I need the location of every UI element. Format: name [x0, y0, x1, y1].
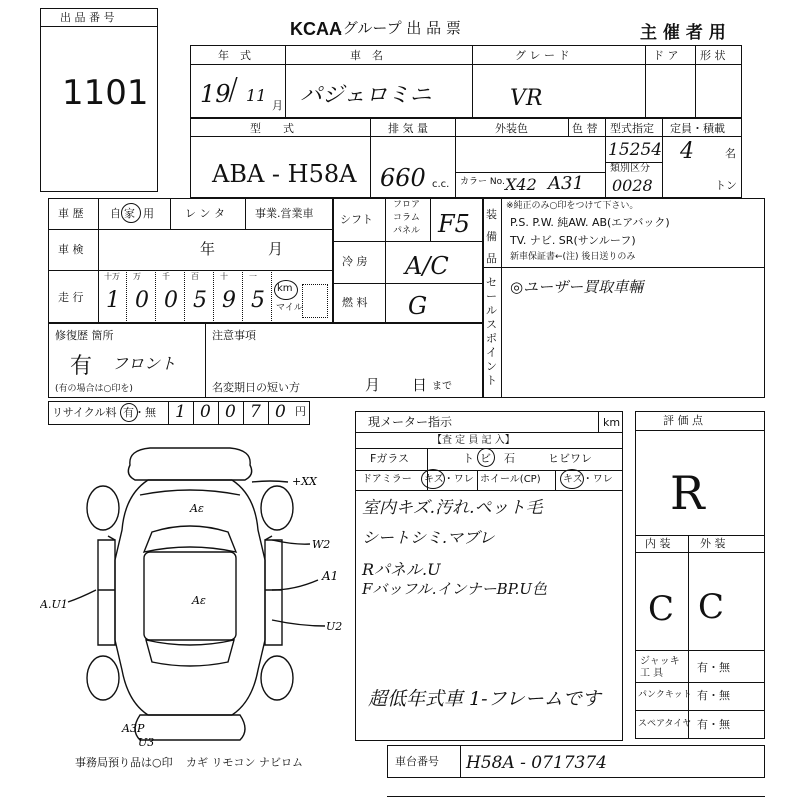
- row1-sep3: [645, 45, 646, 118]
- recycle-digit: 7: [250, 402, 261, 422]
- mark-hood: Aε: [190, 502, 204, 515]
- name-label: 車 名: [350, 49, 383, 62]
- capacity-value: 4: [680, 139, 694, 164]
- grade-value: VR: [510, 86, 543, 111]
- aircon-line: [333, 283, 483, 284]
- grade-label: グ レ ー ド: [515, 49, 570, 62]
- color-number: A31: [548, 173, 584, 194]
- inspection-month: 月: [268, 240, 284, 258]
- mark-top-right: +XX: [292, 475, 317, 488]
- car-name: パジェロミニ: [300, 83, 432, 108]
- mark-right-rear: U2: [326, 620, 343, 633]
- equipment-label-sep: [501, 198, 502, 398]
- mark-right-front: W2: [312, 538, 331, 551]
- fglass-ishi: 石: [504, 452, 515, 465]
- capacity-label: 定員・積載: [670, 122, 725, 135]
- color-no-label: カラー No.: [460, 177, 505, 187]
- puncture-yes-no: 有・無: [697, 689, 730, 702]
- type-spec-label: 型式指定: [610, 122, 654, 135]
- leader-right-rear: [272, 620, 325, 626]
- equipment-line1: P.S. P.W. 純AW. AB(エアバック): [510, 216, 670, 229]
- spare-label: スペアタイヤ: [638, 719, 692, 729]
- mileage-digit: 0: [164, 288, 178, 313]
- interior-value: C: [648, 589, 675, 629]
- year-slash: /: [228, 72, 239, 107]
- brand-logo: KCAA: [290, 19, 342, 39]
- row1-sep1: [285, 45, 286, 118]
- row2-sep1: [370, 118, 371, 198]
- shift-col-sep: [385, 198, 386, 323]
- category-label: 類別区分: [610, 163, 650, 174]
- wheel-label: ホイール(CP): [480, 474, 541, 485]
- name-change-month: 月: [365, 376, 381, 394]
- ton-unit: トン: [715, 179, 737, 192]
- row2-sep2: [455, 118, 456, 198]
- note-line-5: 超低年式車 1-フレームです: [368, 688, 601, 710]
- left-side-panel: [98, 540, 115, 645]
- exterior-value: C: [698, 587, 725, 627]
- year-value: 19: [200, 80, 231, 108]
- type-spec-value: 15254: [608, 140, 663, 160]
- score-header-line: [635, 430, 765, 431]
- windshield: [144, 526, 236, 552]
- fglass-sep: [427, 448, 428, 470]
- recycle-digit: 0: [225, 402, 236, 422]
- shift-option-sep: [430, 198, 431, 241]
- recycle-yes-no: 有・無: [123, 406, 156, 419]
- lot-label: 出 品 番 号: [60, 11, 115, 24]
- lot-number: 1101: [62, 73, 149, 113]
- recycle-digit: 0: [200, 402, 211, 422]
- leader-right: [272, 580, 318, 590]
- meter-label: 現メーター指示: [368, 415, 453, 429]
- mileage-unit-label: 十万: [104, 272, 120, 281]
- fuel-value: G: [408, 292, 428, 320]
- mileage-digit: 0: [135, 288, 149, 313]
- color-code: X42: [505, 175, 537, 194]
- history-label: 車 歴: [58, 207, 84, 220]
- repair-label: 修復歴 箇所: [55, 329, 114, 342]
- name-change-label: 名変期日の短い方: [212, 381, 300, 394]
- name-change-until: まで: [432, 381, 452, 392]
- chassis-sep: [460, 745, 461, 778]
- category-value: 0028: [612, 176, 653, 195]
- meter-line3: [355, 470, 623, 471]
- notes-label: 注意事項: [212, 329, 256, 342]
- mileage-digit: 1: [106, 288, 120, 313]
- wheel-sep: [477, 470, 478, 490]
- shift-label: シフト: [340, 213, 373, 226]
- jack-label: ジャッキ 工 具: [640, 656, 680, 679]
- mileage-unit-label: 十: [220, 272, 228, 281]
- mileage-digit: 5: [193, 288, 207, 313]
- row1-sep4: [695, 45, 696, 118]
- row2-sep4: [605, 118, 606, 198]
- interior-label: 内 装: [645, 537, 671, 550]
- note-line-1: 室内キズ.汚れ.ペット毛: [362, 498, 543, 518]
- mark-left: A.U1: [40, 598, 68, 611]
- exterior-label: 外 装: [700, 537, 726, 550]
- meter-unit: km: [603, 416, 621, 429]
- row1-sep2: [472, 45, 473, 118]
- bottom-cut-line: [387, 796, 765, 797]
- exterior-label: 外装色: [495, 122, 528, 135]
- fuel-label: 燃 料: [342, 296, 368, 309]
- aircon-value: A/C: [405, 252, 449, 280]
- wheel-front-right: [261, 486, 293, 530]
- mark-rear: U3: [138, 736, 155, 749]
- shift-column: コラム: [393, 213, 420, 223]
- recycle-digit-sep: [268, 401, 269, 425]
- note-line-3: Rパネル.U: [362, 560, 441, 579]
- row2-sep3: [568, 118, 569, 136]
- recycle-label: リサイクル料: [52, 406, 117, 419]
- puncture-label: パンクキット: [638, 690, 692, 700]
- mileage-unit-label: 百: [191, 272, 199, 281]
- note-line-2: シートシミ.マブレ: [362, 528, 495, 547]
- fglass-tobi: ト: [463, 452, 474, 465]
- mile-box: [302, 284, 328, 318]
- rear-window: [146, 640, 234, 666]
- inspection-year: 年: [200, 240, 216, 258]
- row1-header-line: [190, 64, 742, 65]
- recycle-digit-sep: [168, 401, 169, 425]
- hood-line: [140, 490, 240, 495]
- mile-unit: マイル: [276, 303, 303, 313]
- color-change-label: 色 替: [572, 122, 598, 135]
- mileage-label: 走 行: [58, 291, 84, 304]
- recycle-digit-sep: [193, 401, 194, 425]
- history-home: 家: [124, 207, 135, 220]
- wheel-sep2: [555, 470, 556, 490]
- mark-right: A1: [322, 569, 339, 583]
- fglass-hibiware: ヒビワレ: [548, 452, 592, 465]
- wheel-kizu-ware: キズ・ワレ: [563, 474, 613, 485]
- inspector-header: 【査 定 員 記 入】: [432, 435, 515, 446]
- month-unit: 月: [272, 99, 283, 112]
- organizer-label: 主 催 者 用: [640, 23, 726, 43]
- shape-label: 形 状: [700, 49, 726, 62]
- fglass-label: Fガラス: [370, 452, 409, 465]
- cc-unit: c.c.: [432, 179, 450, 190]
- mark-rear-left: A3P: [122, 722, 145, 735]
- recycle-digit: 0: [275, 402, 286, 422]
- jack-yes-no: 有・無: [697, 661, 730, 674]
- equipment-note: ※純正のみ○印をつけて下さい。: [506, 201, 639, 211]
- history-business: 事業.営業車: [255, 207, 314, 220]
- recycle-unit: 円: [295, 405, 306, 418]
- mirror-kizu-ware: キズ・ワレ: [424, 474, 474, 485]
- leader-top-right: [252, 481, 288, 482]
- inspection-label: 車 検: [58, 243, 84, 256]
- history-sep2: [245, 198, 246, 229]
- capacity-unit: 名: [725, 147, 736, 160]
- lot-divider: [40, 26, 158, 27]
- office-items-label: 事務局預り品は○印: [75, 756, 173, 769]
- sales-point-label: セールスポイント: [486, 276, 497, 387]
- history-line: [48, 229, 333, 230]
- meter-line4: [355, 490, 623, 491]
- repair-note: (有の場合は○印を): [55, 384, 133, 394]
- row2-sep5: [662, 118, 663, 198]
- row2-header-line: [190, 136, 742, 137]
- mileage-digit: 5: [251, 288, 265, 313]
- wheel-front-left: [87, 486, 119, 530]
- displacement-label: 排 気 量: [388, 122, 428, 135]
- tools-line1: [635, 682, 765, 683]
- leader-left: [68, 590, 96, 602]
- history-own: 自: [110, 207, 121, 220]
- mileage-unit-label: 千: [162, 272, 170, 281]
- mileage-unit-label: 一: [249, 272, 257, 281]
- displacement-value: 660: [380, 164, 426, 192]
- name-change-day: 日: [412, 376, 428, 394]
- form-title: .グループ 出 品 票: [338, 19, 461, 37]
- repair-location: フロント: [112, 354, 177, 373]
- mileage-unit-label: 万: [133, 272, 141, 281]
- equipment-line3: 新車保証書←(注) 後日送りのみ: [510, 252, 636, 262]
- equipment-label: 装 備 品: [486, 208, 497, 265]
- chassis-label: 車台番号: [395, 755, 439, 768]
- door-label: ド ア: [653, 49, 679, 62]
- wheel-rear-right: [261, 656, 293, 700]
- chassis-value: H58A - 0717374: [466, 753, 607, 773]
- score-label: 評 価 点: [663, 414, 703, 427]
- year-label: 年 式: [218, 49, 251, 62]
- score-tools-line: [635, 650, 765, 651]
- score-interior-line2: [635, 552, 765, 553]
- mileage-digit: 9: [222, 288, 236, 313]
- aircon-label: 冷 房: [342, 255, 368, 268]
- history-rental: レ ン タ: [185, 207, 225, 220]
- score-interior-line: [635, 535, 765, 536]
- history-sep1: [170, 198, 171, 229]
- door-mirror-label: ドアミラー: [362, 474, 412, 485]
- recycle-digit-sep: [243, 401, 244, 425]
- repair-value: 有: [70, 354, 93, 379]
- model-label: 型 式: [250, 122, 294, 135]
- meter-km-sep: [598, 411, 599, 432]
- score-value: R: [670, 466, 705, 520]
- recycle-digit: 1: [175, 402, 186, 422]
- car-damage-diagram: [40, 440, 360, 750]
- month-value: 11: [246, 86, 267, 105]
- model-value: ABA - H58A: [212, 160, 357, 188]
- right-side-panel: [265, 540, 282, 645]
- shift-floor: フロア: [393, 200, 421, 210]
- spare-yes-no: 有・無: [697, 718, 730, 731]
- front-bumper: [128, 448, 251, 480]
- sales-point-value: ◎ユーザー買取車輛: [510, 278, 644, 296]
- repair-sep: [205, 323, 206, 398]
- leader-right-front: [272, 540, 310, 544]
- km-unit: km: [277, 283, 293, 294]
- shift-panel: パネル: [393, 226, 421, 236]
- score-mid-sep: [688, 535, 689, 650]
- history-use: 用: [143, 207, 154, 220]
- note-line-4: Fバッフル.インナーBP.U色: [362, 580, 548, 598]
- fglass-hi: ビ: [480, 452, 491, 465]
- shift-value: F5: [438, 210, 470, 238]
- equipment-line: [483, 267, 765, 268]
- wheel-rear-left: [87, 656, 119, 700]
- meter-line1: [355, 432, 623, 433]
- equipment-line2: TV. ナビ. SR(サンルーフ): [510, 234, 636, 247]
- car-body-outline: [115, 480, 265, 715]
- recycle-digit-sep: [218, 401, 219, 425]
- shift-line: [333, 241, 483, 242]
- roof-panel: [144, 552, 236, 640]
- mark-roof: Aε: [192, 594, 206, 607]
- tools-line2: [635, 710, 765, 711]
- office-items: カギ リモコン ナビロム: [186, 756, 303, 769]
